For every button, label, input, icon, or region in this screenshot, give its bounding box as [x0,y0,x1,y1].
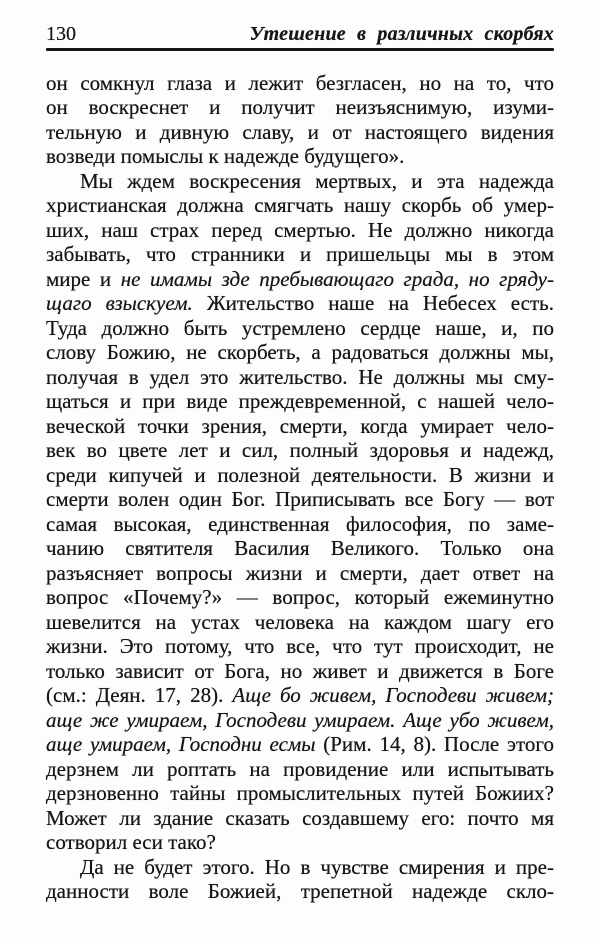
text-segment-italic: щаго взыскуем. [46,291,193,315]
text-segment: шевелится на устах человека на каждом шагу его [46,609,554,634]
text-segment: он воскреснет и получит неизъяснимую, изуми- [46,95,554,119]
text-segment-italic: Аще бо живем, Господеви живем; [232,683,555,707]
text-segment: век во цвете лет и сил, полный здоровья и надежд, [46,438,554,462]
text-segment: тельную и дивную славу, и от настоящего видения [46,119,554,144]
text-segment: смерти волен один Бог. Приписывать все Богу — вот [46,487,554,511]
running-title: Утешение в различных скорбях [249,23,554,45]
text-segment: Может ли здание сказать создавшему его: почто мя [46,805,554,830]
text-segment: слову Божию, не скорбеть, а радоваться должны мы, [46,340,554,364]
text-segment-italic: аще же умираем, Господеви умираем. Аще убо живем, [46,707,554,732]
text-segment: (см.: Деян. 17, 28). [46,683,233,707]
text-line [46,830,554,855]
text-line [46,610,554,635]
text-segment: Туда должно быть устремлено сердце наше, и, по [46,315,554,340]
text-line [46,414,554,439]
text-segment: самая высокая, единственная философия, по заме- [46,511,554,536]
text-segment: только зависит от Бога, но живет и движется в Боге [46,658,554,683]
text-line [46,536,554,561]
text-segment: среди кипучей и полезной деятельности. В жизни и [46,462,554,487]
text-segment: дерзновенно тайны промыслительных путей Божиих? [46,781,554,805]
body-text [46,71,554,904]
text-segment-italic: аще умираем, Господни есмы [46,732,316,756]
text-line [46,71,554,96]
text-segment: (Рим. 14, 8). После этого [315,732,554,756]
text-line [46,438,554,463]
text-segment: получая в удел это жительство. Не должны мы сму- [46,364,554,389]
page-header [46,24,554,44]
text-segment: вопрос «Почему?» — вопрос, который ежеминутно [46,585,554,609]
text-line [46,732,554,757]
text-segment: ших, наш страх перед смертью. Не должно никогда [46,217,554,242]
text-segment: возведи помыслы к надежде будущего». [46,144,405,168]
text-segment: чанию святителя Василия Великого. Только она [46,536,554,560]
text-segment: данности воле Божией, трепетной надежде скло- [46,879,554,903]
text-line [46,169,554,194]
header-rule [46,48,554,51]
text-segment: веческой точки зрения, смерти, когда умирает чело- [46,413,554,438]
text-line [46,487,554,512]
text-line [46,683,554,708]
text-segment: дерзнем ли роптать на провидение или испытывать [46,756,554,781]
text-segment: он сомкнул глаза и лежит безгласен, но на то, что [46,70,554,95]
page-number: 130 [46,23,76,45]
text-segment: забывать, что странники и пришельцы мы в этом [46,242,554,266]
text-line [46,95,554,120]
text-segment: разъясняет вопросы жизни и смерти, дает ответ на [46,560,554,585]
text-line [46,291,554,316]
text-segment: жизни. Это потому, что все, что тут происходит, не [46,634,554,658]
text-segment: Мы ждем воскресения мертвых, и эта надежда [80,168,554,193]
text-line [46,316,554,341]
text-line [46,218,554,243]
text-line [46,781,554,806]
text-line [46,144,554,169]
text-segment: Да не будет этого. Но в чувстве смирения и пре- [80,854,554,879]
text-line [46,389,554,414]
text-line [46,757,554,782]
text-segment: христианская должна смягчать нашу скорбь об умер- [46,193,554,217]
text-line [46,512,554,537]
text-segment-italic: не имамы зде пребывающаго града, но гряду- [120,266,554,291]
text-line [46,340,554,365]
text-line [46,365,554,390]
text-line [46,855,554,880]
text-line [46,267,554,292]
text-line [46,659,554,684]
text-line [46,193,554,218]
text-segment: сотворил еси тако? [46,830,216,854]
text-segment: мире и [46,266,121,291]
text-line [46,463,554,488]
text-line [46,806,554,831]
text-line [46,634,554,659]
text-line [46,879,554,904]
text-line [46,585,554,610]
text-segment: щаться и при виде преждевременной, с нашей чело- [46,389,554,413]
text-line [46,708,554,733]
text-segment: Жительство наше на Небесех есть. [192,291,554,315]
text-line [46,561,554,586]
text-line [46,120,554,145]
text-line [46,242,554,267]
